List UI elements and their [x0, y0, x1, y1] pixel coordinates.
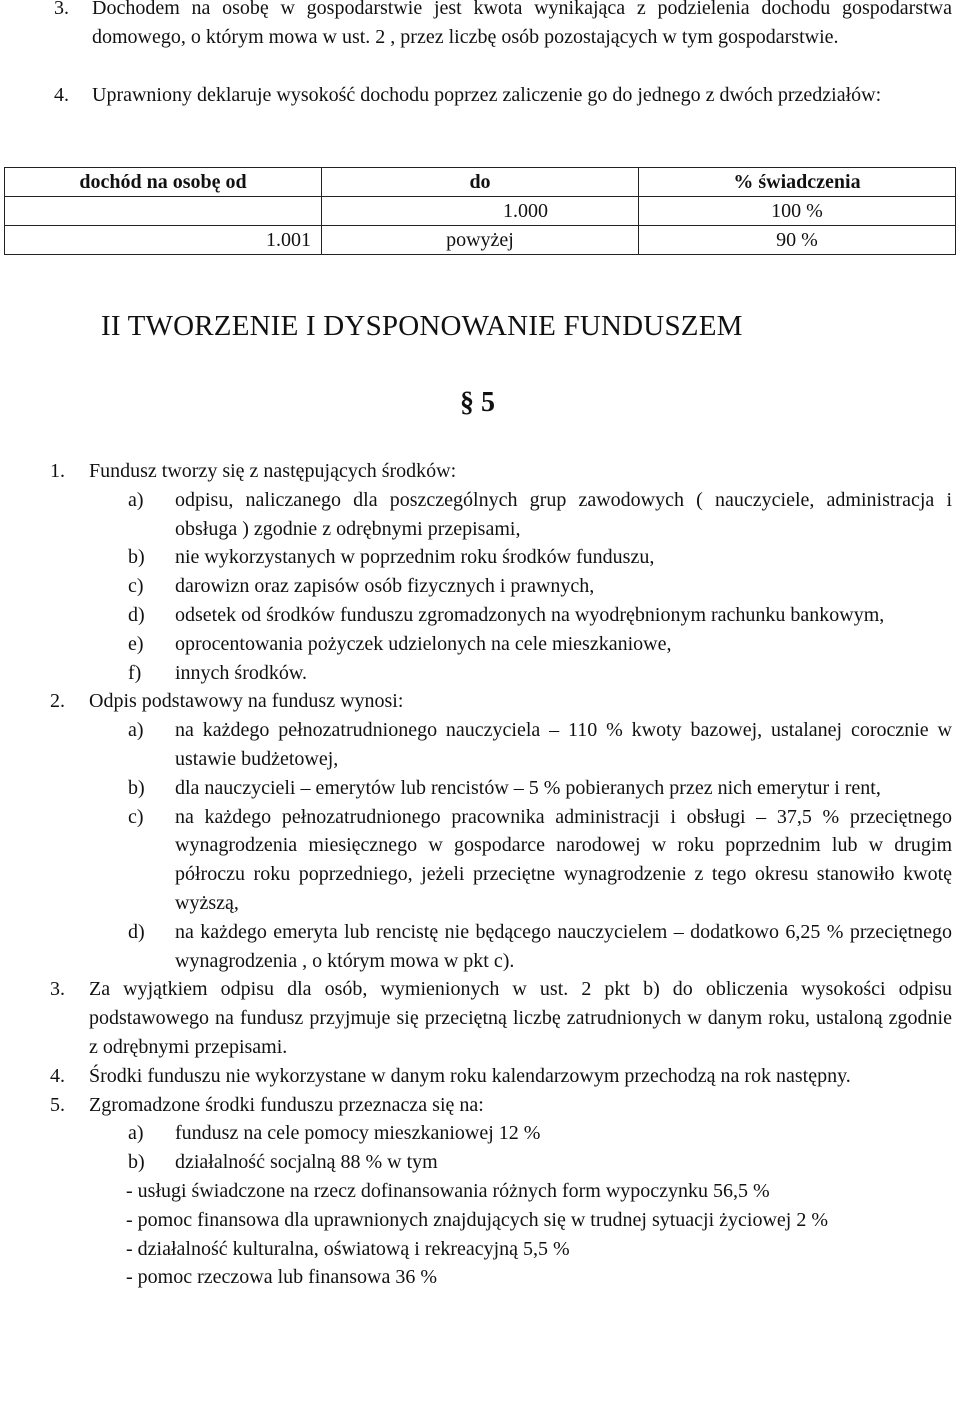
- sub-item: [0, 543, 960, 572]
- paragraph-mark: § 5: [460, 387, 495, 418]
- item-text: Odpis podstawowy na fundusz wynosi:: [89, 690, 404, 713]
- paragraph-5-body: [0, 457, 960, 1292]
- dash-item: - pomoc finansowa dla uprawnionych znajdujących się w trudnej sytuacji życiowej 2 %: [126, 1208, 829, 1231]
- item-text: Środki funduszu nie wykorzystane w danym roku kalendarzowym przechodzą na rok następny.: [89, 1064, 851, 1087]
- item-number: 1.: [50, 460, 65, 482]
- sub-item-letter: b): [128, 1151, 145, 1174]
- list-item: [0, 457, 960, 486]
- list-item: [0, 1091, 960, 1120]
- paragraph-number: 3.: [54, 0, 69, 19]
- table-cell: 1.001: [5, 226, 322, 255]
- sub-item-text: innych środków.: [175, 661, 308, 684]
- sub-item: [0, 630, 960, 659]
- section-title: II TWORZENIE I DYSPONOWANIE FUNDUSZEM: [101, 310, 743, 342]
- sub-item-text: na każdego emeryta lub rencistę nie będącego nauczycielem – dodatkowo 6,25 % przeciętnego wynagrodzenia , o którym mowa w pkt c).: [175, 920, 952, 972]
- sub-item-letter: c): [128, 575, 144, 598]
- paragraph-text: Uprawniony deklaruje wysokość dochodu poprzez zaliczenie go do jednego z dwóch przedziałów:: [92, 84, 882, 106]
- sub-item-letter: d): [128, 920, 145, 943]
- sub-item-text: fundusz na cele pomocy mieszkaniowej 12 %: [175, 1122, 541, 1145]
- sub-item-letter: c): [128, 805, 144, 828]
- sub-item: [0, 659, 960, 688]
- sub-item-letter: a): [128, 719, 144, 742]
- item-number: 2.: [50, 690, 65, 713]
- table-cell: 90 %: [639, 226, 956, 255]
- table-cell: 100 %: [639, 197, 956, 226]
- income-threshold-table: [4, 167, 956, 255]
- sub-item-text: darowizn oraz zapisów osób fizycznych i prawnych,: [175, 575, 595, 598]
- sub-item-letter: f): [128, 661, 142, 684]
- item-text: Fundusz tworzy się z następujących środków:: [89, 460, 457, 482]
- item-number: 4.: [50, 1064, 65, 1087]
- sub-item-letter: a): [128, 1122, 144, 1145]
- table-cell: 1.000: [322, 197, 639, 226]
- sub-item: [0, 601, 960, 630]
- sub-item-letter: e): [128, 632, 144, 655]
- intro-paragraph-3: [0, 0, 960, 52]
- table-cell: [5, 197, 322, 226]
- sub-item: [0, 918, 960, 976]
- table-cell: powyżej: [322, 226, 639, 255]
- sub-item: [0, 774, 960, 803]
- item-number: 5.: [50, 1093, 65, 1116]
- sub-item: [0, 486, 960, 544]
- table-header-row: [5, 168, 956, 197]
- item-text: Zgromadzone środki funduszu przeznacza się na:: [89, 1093, 484, 1116]
- table-header-cell: dochód na osobę od: [5, 168, 322, 197]
- sub-item-text: na każdego pełnozatrudnionego nauczyciela – 110 % kwoty bazowej, ustalanej corocznie w ustawie budżetowej,: [175, 719, 952, 770]
- list-item: [0, 687, 960, 716]
- table-header-cell: % świadczenia: [639, 168, 956, 197]
- table-row: [5, 226, 956, 255]
- sub-item: [0, 1119, 960, 1148]
- paragraph-number: 4.: [54, 84, 69, 106]
- sub-item: [0, 803, 960, 918]
- item-text: Za wyjątkiem odpisu dla osób, wymienionych w ust. 2 pkt b) do obliczenia wysokości odpisu podstawowego na fundusz przyjmuje się przeciętną liczbę zatrudnionych w danym roku, ustaloną zgodnie z odrębnymi przepisami.: [89, 978, 952, 1058]
- intro-paragraph-4: [0, 81, 960, 110]
- sub-item-text: odsetek od środków funduszu zgromadzonych na wyodrębnionym rachunku bankowym,: [175, 603, 885, 626]
- sub-item: [0, 716, 960, 774]
- sub-item-text: nie wykorzystanych w poprzednim roku środków funduszu,: [175, 546, 655, 569]
- sub-item-letter: d): [128, 603, 145, 626]
- sub-item-letter: b): [128, 776, 145, 799]
- sub-item: [0, 572, 960, 601]
- sub-item-text: odpisu, naliczanego dla poszczególnych grup zawodowych ( nauczyciele, administracja i obsługa ) zgodnie z odrębnymi przepisami,: [175, 488, 952, 540]
- list-item: [0, 1062, 960, 1091]
- dash-item: - działalność kulturalna, oświatową i rekreacyjną 5,5 %: [126, 1237, 570, 1260]
- sub-item-text: dla nauczycieli – emerytów lub rencistów – 5 % pobieranych przez nich emerytur i rent,: [175, 776, 881, 799]
- dash-item: - usługi świadczone na rzecz dofinansowania różnych form wypoczynku 56,5 %: [126, 1179, 770, 1202]
- table-row: [5, 197, 956, 226]
- sub-item-letter: b): [128, 546, 145, 569]
- paragraph-text: Dochodem na osobę w gospodarstwie jest kwota wynikająca z podzielenia dochodu gospodarstwa domowego, o którym mowa w ust. 2 , przez liczbę osób pozostających w tym gospodarstwie.: [92, 0, 952, 48]
- dash-item: - pomoc rzeczowa lub finansowa 36 %: [126, 1266, 437, 1289]
- item-number: 3.: [50, 978, 65, 1001]
- sub-item: [0, 1148, 960, 1177]
- list-item: [0, 975, 960, 1061]
- sub-item-text: na każdego pełnozatrudnionego pracownika administracji i obsługi – 37,5 % przeciętnego wynagrodzenia miesięcznego w gospodarce narodowej w roku poprzednim lub w drugim półroczu roku poprzedniego, jeżeli przeciętne wynagrodzenie z tego okresu stanowiło kwotę wyższą,: [175, 805, 952, 914]
- sub-item-text: działalność socjalną 88 % w tym: [175, 1151, 438, 1174]
- sub-item-text: oprocentowania pożyczek udzielonych na cele mieszkaniowe,: [175, 632, 672, 655]
- table-header-cell: do: [322, 168, 639, 197]
- sub-item-letter: a): [128, 488, 144, 511]
